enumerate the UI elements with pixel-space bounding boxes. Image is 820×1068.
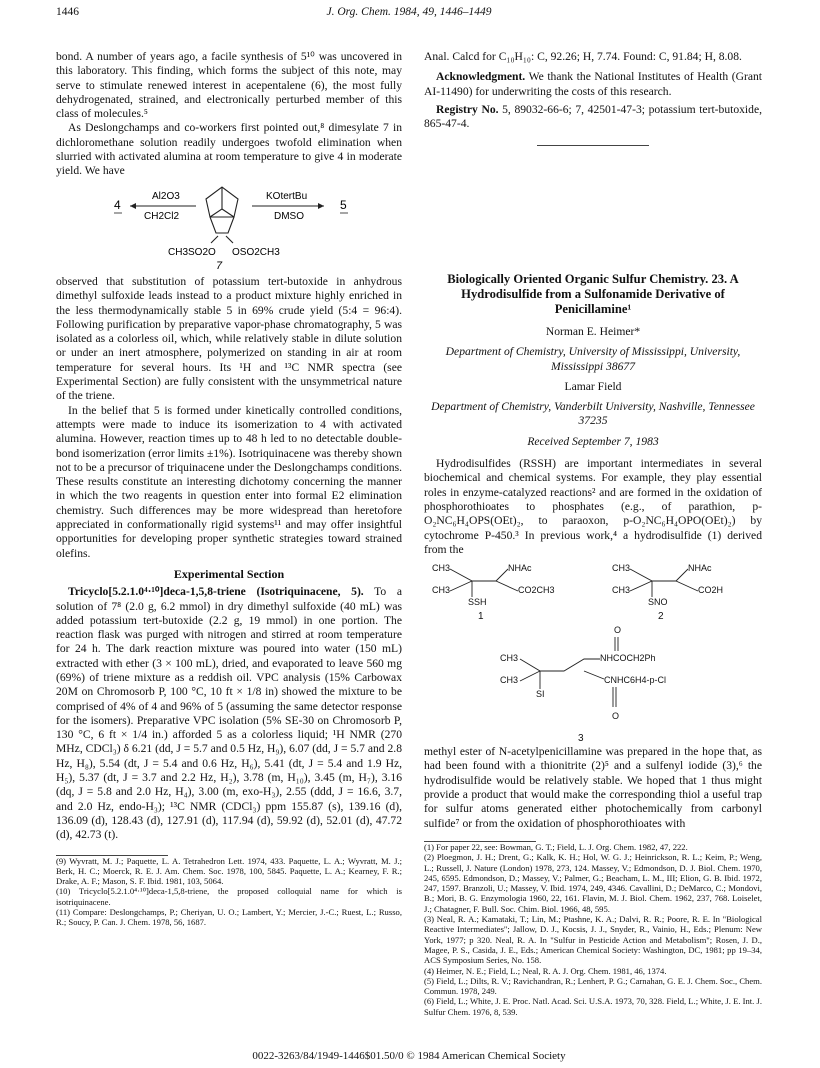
affiliation-2: Department of Chemistry, Vanderbilt University, Nashville, Tennessee 37235 <box>431 400 755 428</box>
structure-1-number: 1 <box>478 611 484 622</box>
left-column <box>56 50 402 928</box>
page-number: 1446 <box>56 6 79 18</box>
svg-text:CO2H: CO2H <box>698 585 724 596</box>
article-paragraph-2: methyl ester of N-acetylpenicillamine was prepared in the hope that, as had been found with a thionitrite (2)⁵ and a sulfenyl iodide (3),⁶ the hydrodisulfide would be relatively stable. We hoped that 1 thus might provide a product that would make the corresponding thiol a useful trap for sulfur atoms generated either photochemically from carbonyl sulfide⁷ or from the oxidation of phosphorothioates with <box>424 745 762 830</box>
svg-text:SNO: SNO <box>648 597 668 608</box>
running-header <box>56 6 762 22</box>
analysis-line: Anal. Calcd for C₁₀H₁₀: C, 92.26; H, 7.74. Found: C, 91.84; H, 8.08. <box>424 50 742 63</box>
svg-text:SSH: SSH <box>468 597 487 608</box>
left-paragraph-1: bond. A number of years ago, a facile synthesis of 5¹⁰ was uncovered in this laboratory. This finding, which forms the subject of this note, may serve to stimulate renewed interest in acepentalene (6), the most fully dehydrogenated, strained, and electronically perturbed member of this class of molecules.⁵ <box>56 50 402 121</box>
experimental-paragraph <box>56 585 402 842</box>
structure-2-number: 2 <box>658 611 664 622</box>
article-footnote-4: (4) Heimer, N. E.; Field, L.; Neal, R. A. J. Org. Chem. 1981, 46, 1374. <box>424 965 667 976</box>
reaction-scheme <box>56 179 402 271</box>
reagent-dmso: DMSO <box>274 210 304 222</box>
author-2: Lamar Field <box>564 379 622 393</box>
acknowledgment-body: We thank the National Institutes of Health (Grant AI-11490) for underwriting the costs of this research. <box>424 70 762 98</box>
svg-text:NHCOCH2Ph: NHCOCH2Ph <box>600 653 656 664</box>
received-date: Received September 7, 1983 <box>527 434 659 448</box>
registry-numbers <box>424 103 762 132</box>
left-paragraph-2: As Deslongchamps and co-workers first pointed out,⁸ dimesylate 7 in dichloromethane solution readily undergoes twofold elimination when slurried with activated alumina at room temperature to give 4 in moderate yield. We have <box>56 121 402 178</box>
svg-text:CH3: CH3 <box>500 653 519 664</box>
footnote-10: (10) Tricyclo[5.2.1.0⁴·¹⁰]deca-1,5,8-triene, the proposed colloquial name for which is isotriquinacene. <box>56 886 402 907</box>
experimental-compound-title: Tricyclo[5.2.1.0⁴·¹⁰]deca-1,5,8-triene (Isotriquinacene, 5). <box>68 585 364 599</box>
structure-3-number: 3 <box>578 733 584 744</box>
svg-text:SI: SI <box>536 689 545 700</box>
article-footnote-3: (3) Neal, R. A.; Kamataki, T.; Lin, M.; Ptashne, K. A.; Dalvi, R. R.; Poore, R. E. In "Biological Reactive Intermediates"; Jallow, D. J., Kocsis, J. J., Snyder, R., Vainio, H., Eds.; Plenum: New York, 1977; p 320. Neal, R. A. In "Sulfur in Pesticide Action and Metabolism"; Rosen, J. D., Magee, P. S., Casida, J. E., Eds.; American Chemical Society: Washington, DC, 1981; pp 19–34, ACS Symposium Series, No. 158. <box>424 914 762 966</box>
affiliation-1: Department of Chemistry, University of Mississippi, University, Mississippi 38677 <box>445 345 741 373</box>
structure-3 <box>424 621 762 743</box>
structures-1-2 <box>424 561 762 621</box>
svg-text:NHAc: NHAc <box>688 563 712 574</box>
dimesylate-structure <box>206 187 238 243</box>
scheme-product-4: 4 <box>114 197 121 212</box>
reagent-alumina: Al2O3 <box>152 190 180 202</box>
svg-text:CH3: CH3 <box>500 675 519 686</box>
left-paragraph-3: observed that substitution of potassium tert-butoxide in anhydrous dimethyl sulfoxide leads instead to a product mixture highly enriched in the less thermodynamically stable 5 in 69% crude yield (5:4 = 96:4). Following purification by preparative vapor-phase chromatography, 5 was isolated as a colorless oil, which, while relatively stable in dilute solution or under an inert atmosphere, polymerized on standing in air at room temperature for several hours. Its ¹H and ¹³C NMR spectra (see Experimental Section) are fully consistent with the unsymmetrical nature of the triene. <box>56 274 402 403</box>
article-footnote-1: (1) For paper 22, see: Bowman, G. T.; Field, L. J. Org. Chem. 1982, 47, 222. <box>424 841 688 852</box>
article-footnote-6: (6) Field, L.; White, J. E. Proc. Natl. Acad. Sci. U.S.A. 1973, 70, 328. Field, L.; White, J. E. Int. J. Sulfur Chem. 1976, 8, 539. <box>424 996 762 1017</box>
reagent-dichloromethane: CH2Cl2 <box>144 210 180 222</box>
left-paragraph-4: In the belief that 5 is formed under kinetically controlled conditions, attempts were made to induce its isomerization to 4 with activated alumina. However, reaction times up to 48 h led to no detectable double-bond isomerization (error limits ±1%). Isotriquinacene was thereby shown not to be a precursor of triquinacene under the Deslongchamps conditions. These results constitute an interesting dichotomy concerning the manner in which the two reagents in question enter into formal E2 elimination chemistry. Such differences may be more widespread than heretofore appreciated in conformationally rigid systems¹¹ and may offer insightful opportunities for developing proper synthetic strategies toward strained olefins. <box>56 403 402 560</box>
scheme-product-5: 5 <box>340 197 347 212</box>
svg-text:CH3: CH3 <box>432 585 451 596</box>
experimental-body: To a solution of 7⁸ (2.0 g, 6.2 mmol) in dry dimethyl sulfoxide (40 mL) was added potassium tert-butoxide (2.2 g, 19 mmol) in one portion. The reaction flask was purged with nitrogen and stirred at room temperature for 24 h. The dark reaction mixture was poured into water (150 mL) extracted with ether (3 × 100 mL), dried, and evaporated to leave 560 mg (69%) of triene mixture as a reddish oil. VPC analysis (15% Carbowax 20M on Chromosorb P, 100 °C, 10 ft × 1/8 in) showed the mixture to be comprised of 4% of 4 and 96% of 5 (assuming the same detector response for the isomers). Preparative VPC isolation (5% SE-30 on Chromosorb P, 130 °C, 6 ft × 1/4 in.) afforded 5 as a colorless liquid; ¹H NMR (270 MHz, CDCl₃) δ 6.21 (dd, J = 5.7 and 0.5 Hz, H₉), 6.07 (dd, J = 5.7 and 2.8 Hz, H₈), 5.54 (dt, J = 5.4 and 0.6 Hz, H₆), 5.41 (dt, J = 5.4 and 1.9 Hz, H₅), 5.37 (dt, J = 3.7 and 2.2 Hz, H₂), 3.78 (m, H₁₀), 3.45 (m, H₇), 3.16 (dq, J = 5.8 and 2.0 Hz, H₄), 3.00 (m, exo-H₃), 2.55 (ddd, J = 16.6, 3.7, and 2.0 Hz, endo-H₃); ¹³C NMR (CDCl₃) ppm 155.87 (s), 139.16 (d), 136.09 (d), 128.43 (d), 127.91 (d), 117.94 (d), 59.92 (d), 52.01 (d), 47.72 (d), 42.73 (t). <box>56 585 402 842</box>
svg-text:CH3: CH3 <box>612 563 631 574</box>
svg-text:CNHC6H4-p-Cl: CNHC6H4-p-Cl <box>604 675 667 686</box>
page-footer: 0022-3263/84/1949-1446$01.50/0 © 1984 American Chemical Society <box>252 1050 566 1062</box>
acknowledgment <box>424 70 762 99</box>
svg-text:O: O <box>612 711 620 722</box>
svg-text:O: O <box>614 625 622 636</box>
registry-body: 5, 89032-66-6; 7, 42501-47-3; potassium tert-butoxide, 865-47-4. <box>424 102 762 131</box>
mesylate-left: CH3SO2O <box>168 246 216 258</box>
article-footnote-2: (2) Ploegmon, J. H.; Drent, G.; Kalk, K. H.; Hol, W. G. J.; Heinrickson, R. L.; Keim, P.; Weng, L.; Russell, J. Nature (London) 1978, 273, 124. Massey, V.; Edmondson, D. J. Biol. Chem. 1970, 245, 6595. Edmondson, D.; Massey, V.; Palmer, G.; Beacham, L. M., III; Elion, G. B. Ibid. 1972, 247, 1597. Branzoli, U.; Massey, V. Ibid. 1974, 249, 4346. Cavallini, D.; DeMarco, C.; Mondovi, B.; Mori, B. G. Enzymologia 1960, 22, 161. Flavin, M. J. Biol. Chem. 1962, 237, 768. Loiselet, J.; Chatagner, F. Bull. Soc. Chim. Biol. 1966, 48, 595. <box>424 852 762 914</box>
author-1: Norman E. Heimer* <box>545 325 641 338</box>
article-footnote-5: (5) Field, L.; Dilts, R. V.; Ravichandran, R.; Lenhert, P. G.; Carnahan, G. E. J. Chem. Soc., Chem. Commun. 1978, 249. <box>424 975 762 997</box>
svg-text:NHAc: NHAc <box>508 563 532 574</box>
mesylate-right: OSO2CH3 <box>232 246 280 258</box>
right-column-top <box>424 50 762 146</box>
reagent-tert-butoxide: KOtertBu <box>266 190 308 202</box>
footnote-11: (11) Compare: Deslongchamps, P.; Cheriyan, U. O.; Lambert, Y.; Mercier, J.-C.; Ruest, L.; Russo, R.; Soucy, P. Can. J. Chem. 1978, 56, 1687. <box>56 907 402 928</box>
article-title: Biologically Oriented Organic Sulfur Chemistry. 23. A Hydrodisulfide from a Sulfonamide Derivative of Penicillamine¹ <box>447 272 739 316</box>
second-article <box>424 272 762 1017</box>
compound-7-label: 7 <box>216 259 223 271</box>
journal-citation: J. Org. Chem. 1984, 49, 1446–1449 <box>326 6 492 18</box>
article-separator <box>537 145 649 146</box>
acknowledgment-heading: Acknowledgment. <box>436 70 526 84</box>
article-paragraph-1: Hydrodisulfides (RSSH) are important intermediates in several biochemical and chemical systems. For example, they play essential roles in enzyme-catalyzed reactions² and are formed in the oxidation of phosphorothioates to phosphates (e.g., of parathion, p-O₂NC₆H₄OPS(OEt)₂, to paraoxon, p-O₂NC₆H₄OPO(OEt)₂) by cytochrome P-450.³ In previous work,⁴ a hydrodisulfide (1) derived from the <box>424 457 762 556</box>
svg-text:CH3: CH3 <box>612 585 631 596</box>
registry-heading: Registry No. <box>436 102 499 116</box>
footnote-9: (9) Wyvratt, M. J.; Paquette, L. A. Tetrahedron Lett. 1974, 433. Paquette, L. A.; Wyvratt, M. J.; Berk, H. C.; Moerck, R. E. J. Am. Chem. Soc. 1978, 100, 5845. Paquette, L. A.; Kearney, F. R.; Drake, A. F.; Mason, S. F. Ibid. 1981, 103, 5064. <box>56 855 402 887</box>
svg-text:CO2CH3: CO2CH3 <box>518 585 555 596</box>
svg-text:CH3: CH3 <box>432 563 451 574</box>
experimental-heading: Experimental Section <box>173 566 285 581</box>
